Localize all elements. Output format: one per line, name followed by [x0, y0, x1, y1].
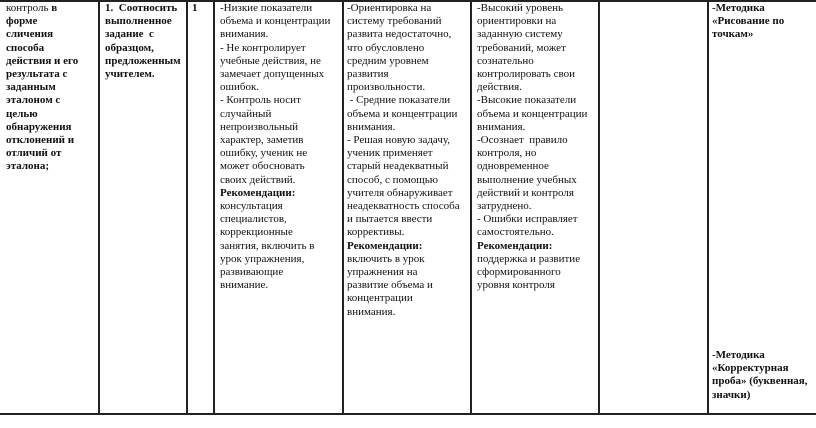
- cell-medium-level: [347, 2, 467, 319]
- text-line: занятия, включить в: [220, 239, 315, 252]
- text-line: сознательно: [477, 54, 534, 67]
- row-number: 1: [192, 2, 198, 14]
- text-line: внимания.: [220, 28, 269, 41]
- text-line: целью: [6, 107, 38, 120]
- column-divider: [98, 0, 100, 414]
- text-line: учителя обнаруживает: [347, 186, 453, 199]
- recommendations-label: Рекомендации:: [347, 239, 423, 252]
- text-line: затруднено.: [477, 200, 532, 213]
- column-divider: [598, 0, 600, 414]
- recommendations-label: Рекомендации:: [220, 186, 296, 199]
- cell-number: [192, 2, 206, 15]
- text-line: одновременное: [477, 160, 549, 173]
- text-line: случайный: [220, 107, 272, 120]
- table-bottom-border: [0, 413, 816, 415]
- text-line: непроизвольный: [220, 120, 299, 133]
- text-line: сличения: [6, 28, 54, 41]
- text-line: отличий от: [6, 147, 62, 160]
- text-line: учебные действия, не: [220, 54, 321, 67]
- text-line: - Средние показатели: [347, 94, 451, 107]
- text-line: «Рисование по: [712, 15, 785, 28]
- text-line: - Решая новую задачу,: [347, 134, 451, 147]
- text-line: коррективы.: [347, 226, 405, 239]
- text-line: способ, с помощью: [347, 173, 438, 186]
- text-line: ошибку, ученик не: [220, 147, 308, 160]
- text-line: выполнение учебных: [477, 173, 577, 186]
- text-line: отклонений и: [6, 134, 75, 147]
- text-line: неадекватность способа: [347, 200, 460, 213]
- text-line: ошибок.: [220, 81, 260, 94]
- col1-lead-bold: в: [51, 2, 58, 14]
- column-divider: [213, 0, 215, 414]
- text-line: концентрации: [347, 292, 413, 305]
- text-line: точкам»: [712, 28, 754, 41]
- text-line: внимание.: [220, 279, 269, 292]
- text-line: -Методика: [712, 2, 765, 14]
- cell-control-description: [6, 2, 94, 174]
- text-line: -Низкие показатели: [220, 2, 313, 14]
- text-line: - Не контролирует: [220, 41, 306, 54]
- cell-low-level: [220, 2, 340, 292]
- text-line: -Ориентировка на: [347, 2, 432, 14]
- text-line: внимания.: [477, 120, 526, 133]
- text-line: -Осознает правило: [477, 134, 568, 147]
- text-line: значки): [712, 388, 751, 401]
- text-line: учителем.: [105, 68, 155, 81]
- text-line: контролировать свои: [477, 68, 575, 81]
- text-line: объема и концентрации: [220, 15, 331, 28]
- cell-high-level: [477, 2, 597, 292]
- text-line: внимания.: [347, 120, 396, 133]
- text-line: предложенным: [105, 54, 181, 67]
- text-line: действий и контроля: [477, 186, 574, 199]
- text-line: действия и его: [6, 54, 79, 67]
- text-line: старый неадекватный: [347, 160, 449, 173]
- text-line: специалистов,: [220, 213, 287, 226]
- recommendations-label: Рекомендации:: [477, 239, 553, 252]
- text-line: уровня контроля: [477, 279, 555, 292]
- text-line: развивающие: [220, 266, 284, 279]
- text-line: произвольности.: [347, 81, 426, 94]
- text-line: заданным: [6, 81, 56, 94]
- text-line: систему требований: [347, 15, 442, 28]
- text-line: 1. Соотносить: [105, 2, 178, 14]
- text-line: эталона;: [6, 160, 50, 173]
- text-line: выполненное: [105, 15, 172, 28]
- text-line: развития: [347, 68, 389, 81]
- text-line: -Высокий уровень: [477, 2, 564, 14]
- text-line: средним уровнем: [347, 54, 429, 67]
- text-line: результата с: [6, 68, 68, 81]
- text-line: контроля, но: [477, 147, 537, 160]
- column-divider: [470, 0, 472, 414]
- text-line: коррекционные: [220, 226, 293, 239]
- text-line: способа: [6, 41, 45, 54]
- column-divider: [186, 0, 188, 414]
- text-line: поддержка и развитие: [477, 252, 581, 265]
- text-line: образцом,: [105, 41, 154, 54]
- text-line: урок упражнения,: [220, 252, 305, 265]
- text-line: замечает допущенных: [220, 68, 325, 81]
- text-line: задание с: [105, 28, 154, 41]
- text-line: что обусловлено: [347, 41, 425, 54]
- column-divider: [342, 0, 344, 414]
- text-line: - Контроль носит: [220, 94, 301, 107]
- text-line: упражнения на: [347, 266, 418, 279]
- text-line: характер, заметив: [220, 134, 304, 147]
- text-line: и пытается ввести: [347, 213, 433, 226]
- text-line: может обосновать: [220, 160, 305, 173]
- text-line: форме: [6, 15, 38, 28]
- text-line: своих действий.: [220, 173, 296, 186]
- text-line: -Высокие показатели: [477, 94, 577, 107]
- text-line: -Методика: [712, 349, 765, 361]
- text-line: включить в урок: [347, 252, 425, 265]
- text-line: проба» (буквенная,: [712, 375, 808, 388]
- text-line: действия.: [477, 81, 522, 94]
- text-line: «Корректурная: [712, 362, 789, 375]
- text-line: ученик применяет: [347, 147, 433, 160]
- text-line: требований, может: [477, 41, 566, 54]
- text-line: внимания.: [347, 305, 396, 318]
- text-line: - Ошибки исправляет: [477, 213, 578, 226]
- text-line: сформированного: [477, 266, 561, 279]
- text-line: объема и концентрации: [477, 107, 588, 120]
- cell-method-bottom: [712, 349, 816, 402]
- text-line: эталоном с: [6, 94, 61, 107]
- text-line: развита недостаточно,: [347, 28, 452, 41]
- text-line: заданную систему: [477, 28, 563, 41]
- text-line: объема и концентрации: [347, 107, 458, 120]
- text-line: ориентировки на: [477, 15, 557, 28]
- col1-lines: [6, 15, 94, 173]
- text-line: консультация: [220, 200, 283, 213]
- text-line: развитие объема и: [347, 279, 433, 292]
- cell-method-top: [712, 2, 812, 42]
- col1-lead: контроль: [6, 2, 52, 14]
- cell-criterion: [105, 2, 185, 81]
- text-line: обнаружения: [6, 120, 72, 133]
- column-divider: [707, 0, 709, 414]
- text-line: самостоятельно.: [477, 226, 554, 239]
